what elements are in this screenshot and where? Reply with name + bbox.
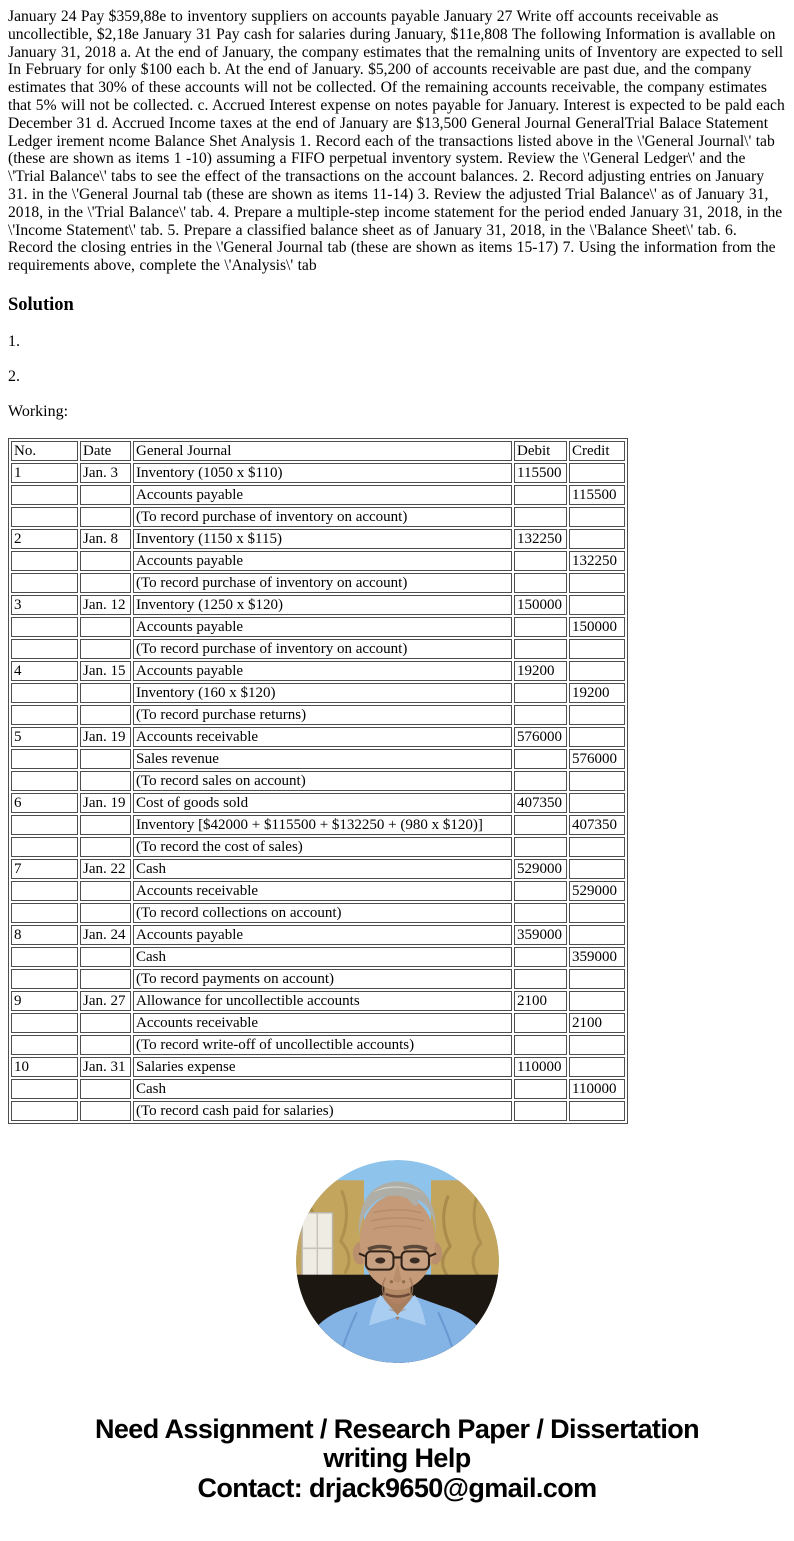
table-cell-no	[11, 573, 78, 593]
table-cell-no	[11, 683, 78, 703]
table-cell-no	[11, 771, 78, 791]
table-cell-description: Inventory (1250 x $120)	[133, 595, 512, 615]
table-cell-credit: 407350	[569, 815, 625, 835]
table-row	[11, 551, 625, 571]
table-row	[11, 1101, 625, 1121]
table-row	[11, 969, 625, 989]
table-cell-credit	[569, 991, 625, 1011]
table-cell-no: 2	[11, 529, 78, 549]
header-cell-debit: Debit	[514, 441, 567, 461]
table-cell-date	[80, 749, 131, 769]
table-cell-credit: 2100	[569, 1013, 625, 1033]
table-cell-date	[80, 485, 131, 505]
table-cell-debit: 150000	[514, 595, 567, 615]
table-cell-credit	[569, 859, 625, 879]
table-cell-debit	[514, 837, 567, 857]
table-cell-no	[11, 881, 78, 901]
table-cell-description: Accounts receivable	[133, 727, 512, 747]
table-cell-debit	[514, 1013, 567, 1033]
table-cell-no: 3	[11, 595, 78, 615]
table-cell-date	[80, 1035, 131, 1055]
table-cell-no	[11, 749, 78, 769]
table-cell-no	[11, 705, 78, 725]
table-cell-description: (To record collections on account)	[133, 903, 512, 923]
table-cell-date	[80, 683, 131, 703]
table-cell-credit	[569, 969, 625, 989]
table-cell-debit	[514, 485, 567, 505]
table-row	[11, 727, 625, 747]
table-row	[11, 463, 625, 483]
footer-line: writing Help	[323, 1443, 471, 1474]
table-cell-description: Accounts payable	[133, 485, 512, 505]
footer-line: Need Assignment / Research Paper / Dissertation	[94, 1413, 700, 1444]
table-row	[11, 947, 625, 967]
table-cell-description: (To record cash paid for salaries)	[133, 1101, 512, 1121]
table-cell-date	[80, 1079, 131, 1099]
table-row	[11, 617, 625, 637]
table-cell-no	[11, 837, 78, 857]
table-cell-description: (To record write-off of uncollectible accounts)	[133, 1035, 512, 1055]
table-cell-description: (To record purchase of inventory on account)	[133, 573, 512, 593]
table-cell-debit: 110000	[514, 1057, 567, 1077]
table-cell-credit: 150000	[569, 617, 625, 637]
problem-text: January 24 Pay $359,88e to inventory suppliers on accounts payable January 27 Write off accounts receivable as uncollectible, $2,18e January 31 Pay cash for salaries during January, $11e,808 The following Information is avallable on January 31, 2018 a. At the end of January, the company estimates that the remalning units of Inventory are expected to sell In February for only $100 each b. At the end of January. $5,200 of accounts receivable are past due, and the company estimates that 30% of these accounts will not be collected. Of the remaining accounts receivable, the company estimates that 5% will not be collected. c. Accrued Interest expense on notes payable for January. Interest is expected to be pald each December 31 d. Accrued Income taxes at the end of January are $13,500 General Journal GeneralTrial Balace Statement Ledger irement ncome Balance Shet Analysis 1. Record each of the transactions listed above in the \'General Journal\' tab (these are shown as items 1 -10) assuming a FIFO perpetual inventory system. Review the \'General Ledger\' and the \'Trial Balance\' tabs to see the effect of the transactions on the account balances. 2. Record adjusting entries on January 31. in the \'General Journal tab (these are shown as items 11-14) 3. Review the adjusted Trial Balance\' as of January 31, 2018, in the \'Trial Balance\' tab. 4. Prepare a multiple-step income statement for the period ended January 31, 2018, in the \'Income Statement\' tab. 5. Prepare a classified balance sheet as of January 31, 2018, in the \'Balance Sheet\' tab. 6. Record the closing entries in the \'General Journal tab (these are shown as items 15-17) 7. Using the information from the requirements above, complete the \'Analysis\' tab	[8, 8, 785, 275]
table-row	[11, 705, 625, 725]
table-cell-credit	[569, 837, 625, 857]
table-cell-credit	[569, 529, 625, 549]
table-cell-debit	[514, 1079, 567, 1099]
table-cell-credit: 19200	[569, 683, 625, 703]
table-cell-description: (To record the cost of sales)	[133, 837, 512, 857]
table-cell-no	[11, 903, 78, 923]
table-cell-debit: 2100	[514, 991, 567, 1011]
table-row	[11, 595, 625, 615]
portrait-photo	[296, 1160, 499, 1363]
table-row	[11, 881, 625, 901]
table-cell-description: Accounts payable	[133, 551, 512, 571]
table-cell-credit	[569, 705, 625, 725]
table-cell-debit	[514, 573, 567, 593]
table-cell-credit	[569, 771, 625, 791]
table-cell-no	[11, 969, 78, 989]
table-cell-credit: 115500	[569, 485, 625, 505]
table-row	[11, 991, 625, 1011]
table-cell-date	[80, 837, 131, 857]
table-cell-description: Salaries expense	[133, 1057, 512, 1077]
table-cell-date: Jan. 31	[80, 1057, 131, 1077]
table-cell-date	[80, 705, 131, 725]
table-cell-no	[11, 947, 78, 967]
table-cell-debit	[514, 969, 567, 989]
table-cell-date	[80, 1101, 131, 1121]
table-cell-description: Inventory [$42000 + $115500 + $132250 + (980 x $120)]	[133, 815, 512, 835]
table-cell-date: Jan. 15	[80, 661, 131, 681]
table-cell-credit: 576000	[569, 749, 625, 769]
table-cell-debit	[514, 771, 567, 791]
table-cell-description: Accounts payable	[133, 925, 512, 945]
table-cell-no: 5	[11, 727, 78, 747]
table-cell-credit	[569, 793, 625, 813]
header-cell-credit: Credit	[569, 441, 625, 461]
table-cell-debit	[514, 947, 567, 967]
table-row	[11, 925, 625, 945]
table-cell-credit	[569, 507, 625, 527]
solution-heading: Solution	[8, 294, 74, 315]
table-cell-no	[11, 1013, 78, 1033]
table-cell-description: Inventory (160 x $120)	[133, 683, 512, 703]
table-cell-date	[80, 903, 131, 923]
table-cell-debit: 115500	[514, 463, 567, 483]
solution-item-2: 2.	[8, 367, 20, 385]
table-cell-no: 4	[11, 661, 78, 681]
working-label: Working:	[8, 402, 69, 420]
table-cell-no	[11, 507, 78, 527]
table-cell-description: Accounts payable	[133, 661, 512, 681]
table-cell-credit: 359000	[569, 947, 625, 967]
table-cell-date	[80, 507, 131, 527]
table-cell-description: Cash	[133, 859, 512, 879]
table-cell-no	[11, 1101, 78, 1121]
table-row	[11, 837, 625, 857]
table-cell-date: Jan. 19	[80, 727, 131, 747]
footer-line: Contact: drjack9650@gmail.com	[197, 1472, 597, 1503]
header-cell-date: Date	[80, 441, 131, 461]
table-row	[11, 793, 625, 813]
table-cell-description: (To record purchase of inventory on account)	[133, 507, 512, 527]
table-cell-date: Jan. 24	[80, 925, 131, 945]
table-cell-credit	[569, 573, 625, 593]
table-cell-credit	[569, 639, 625, 659]
footer-banner	[8, 1415, 786, 1504]
table-cell-no	[11, 1035, 78, 1055]
table-cell-date	[80, 969, 131, 989]
table-cell-debit: 359000	[514, 925, 567, 945]
table-row	[11, 749, 625, 769]
table-cell-date: Jan. 19	[80, 793, 131, 813]
table-cell-date	[80, 771, 131, 791]
table-cell-date: Jan. 22	[80, 859, 131, 879]
table-cell-description: (To record payments on account)	[133, 969, 512, 989]
table-cell-debit	[514, 683, 567, 703]
table-cell-date	[80, 815, 131, 835]
table-row	[11, 529, 625, 549]
table-cell-description: (To record purchase of inventory on account)	[133, 639, 512, 659]
table-cell-debit: 529000	[514, 859, 567, 879]
table-cell-description: Accounts receivable	[133, 1013, 512, 1033]
table-row	[11, 683, 625, 703]
table-cell-no: 7	[11, 859, 78, 879]
table-cell-description: Accounts receivable	[133, 881, 512, 901]
table-cell-description: Cost of goods sold	[133, 793, 512, 813]
table-cell-date	[80, 639, 131, 659]
table-cell-description: (To record sales on account)	[133, 771, 512, 791]
table-cell-description: Allowance for uncollectible accounts	[133, 991, 512, 1011]
table-cell-credit: 110000	[569, 1079, 625, 1099]
table-cell-no: 10	[11, 1057, 78, 1077]
table-cell-no	[11, 617, 78, 637]
table-cell-description: Cash	[133, 947, 512, 967]
table-cell-credit	[569, 925, 625, 945]
table-cell-description: Inventory (1050 x $110)	[133, 463, 512, 483]
table-row	[11, 1013, 625, 1033]
table-cell-debit	[514, 1101, 567, 1121]
table-cell-credit: 132250	[569, 551, 625, 571]
table-cell-debit	[514, 1035, 567, 1055]
table-cell-date	[80, 1013, 131, 1033]
table-cell-credit	[569, 727, 625, 747]
portrait-illustration	[296, 1160, 499, 1363]
table-cell-description: Cash	[133, 1079, 512, 1099]
table-cell-debit	[514, 881, 567, 901]
journal-table	[8, 438, 628, 1124]
table-header-row	[11, 441, 625, 461]
table-cell-no	[11, 815, 78, 835]
table-cell-debit	[514, 705, 567, 725]
table-cell-date	[80, 947, 131, 967]
table-cell-date: Jan. 8	[80, 529, 131, 549]
solution-item-1: 1.	[8, 332, 20, 350]
table-cell-debit: 407350	[514, 793, 567, 813]
table-cell-no	[11, 1079, 78, 1099]
portrait-container	[8, 1160, 786, 1363]
table-cell-date: Jan. 12	[80, 595, 131, 615]
table-cell-no	[11, 485, 78, 505]
table-cell-debit: 132250	[514, 529, 567, 549]
table-row	[11, 485, 625, 505]
table-cell-debit: 576000	[514, 727, 567, 747]
header-cell-description: General Journal	[133, 441, 512, 461]
table-row	[11, 815, 625, 835]
table-cell-credit: 529000	[569, 881, 625, 901]
table-row	[11, 1057, 625, 1077]
table-cell-credit	[569, 661, 625, 681]
table-cell-date	[80, 881, 131, 901]
table-cell-debit: 19200	[514, 661, 567, 681]
table-cell-debit	[514, 749, 567, 769]
table-cell-credit	[569, 1101, 625, 1121]
table-cell-date: Jan. 27	[80, 991, 131, 1011]
table-cell-description: Inventory (1150 x $115)	[133, 529, 512, 549]
table-cell-no	[11, 639, 78, 659]
table-row	[11, 639, 625, 659]
table-cell-no: 6	[11, 793, 78, 813]
table-cell-no: 9	[11, 991, 78, 1011]
table-cell-description: (To record purchase returns)	[133, 705, 512, 725]
table-cell-credit	[569, 1057, 625, 1077]
table-row	[11, 1079, 625, 1099]
table-cell-debit	[514, 507, 567, 527]
table-cell-no: 1	[11, 463, 78, 483]
table-row	[11, 661, 625, 681]
journal-table-body	[11, 441, 625, 1121]
table-row	[11, 507, 625, 527]
table-cell-debit	[514, 639, 567, 659]
table-cell-no: 8	[11, 925, 78, 945]
table-cell-description: Accounts payable	[133, 617, 512, 637]
table-row	[11, 903, 625, 923]
table-cell-description: Sales revenue	[133, 749, 512, 769]
table-row	[11, 859, 625, 879]
table-cell-credit	[569, 1035, 625, 1055]
table-cell-debit	[514, 551, 567, 571]
table-cell-date	[80, 551, 131, 571]
table-cell-credit	[569, 595, 625, 615]
table-cell-debit	[514, 903, 567, 923]
table-cell-debit	[514, 815, 567, 835]
table-cell-credit	[569, 903, 625, 923]
table-cell-date: Jan. 3	[80, 463, 131, 483]
table-cell-credit	[569, 463, 625, 483]
table-cell-no	[11, 551, 78, 571]
table-row	[11, 771, 625, 791]
table-cell-date	[80, 573, 131, 593]
table-cell-date	[80, 617, 131, 637]
table-cell-debit	[514, 617, 567, 637]
header-cell-no: No.	[11, 441, 78, 461]
table-row	[11, 1035, 625, 1055]
table-row	[11, 573, 625, 593]
